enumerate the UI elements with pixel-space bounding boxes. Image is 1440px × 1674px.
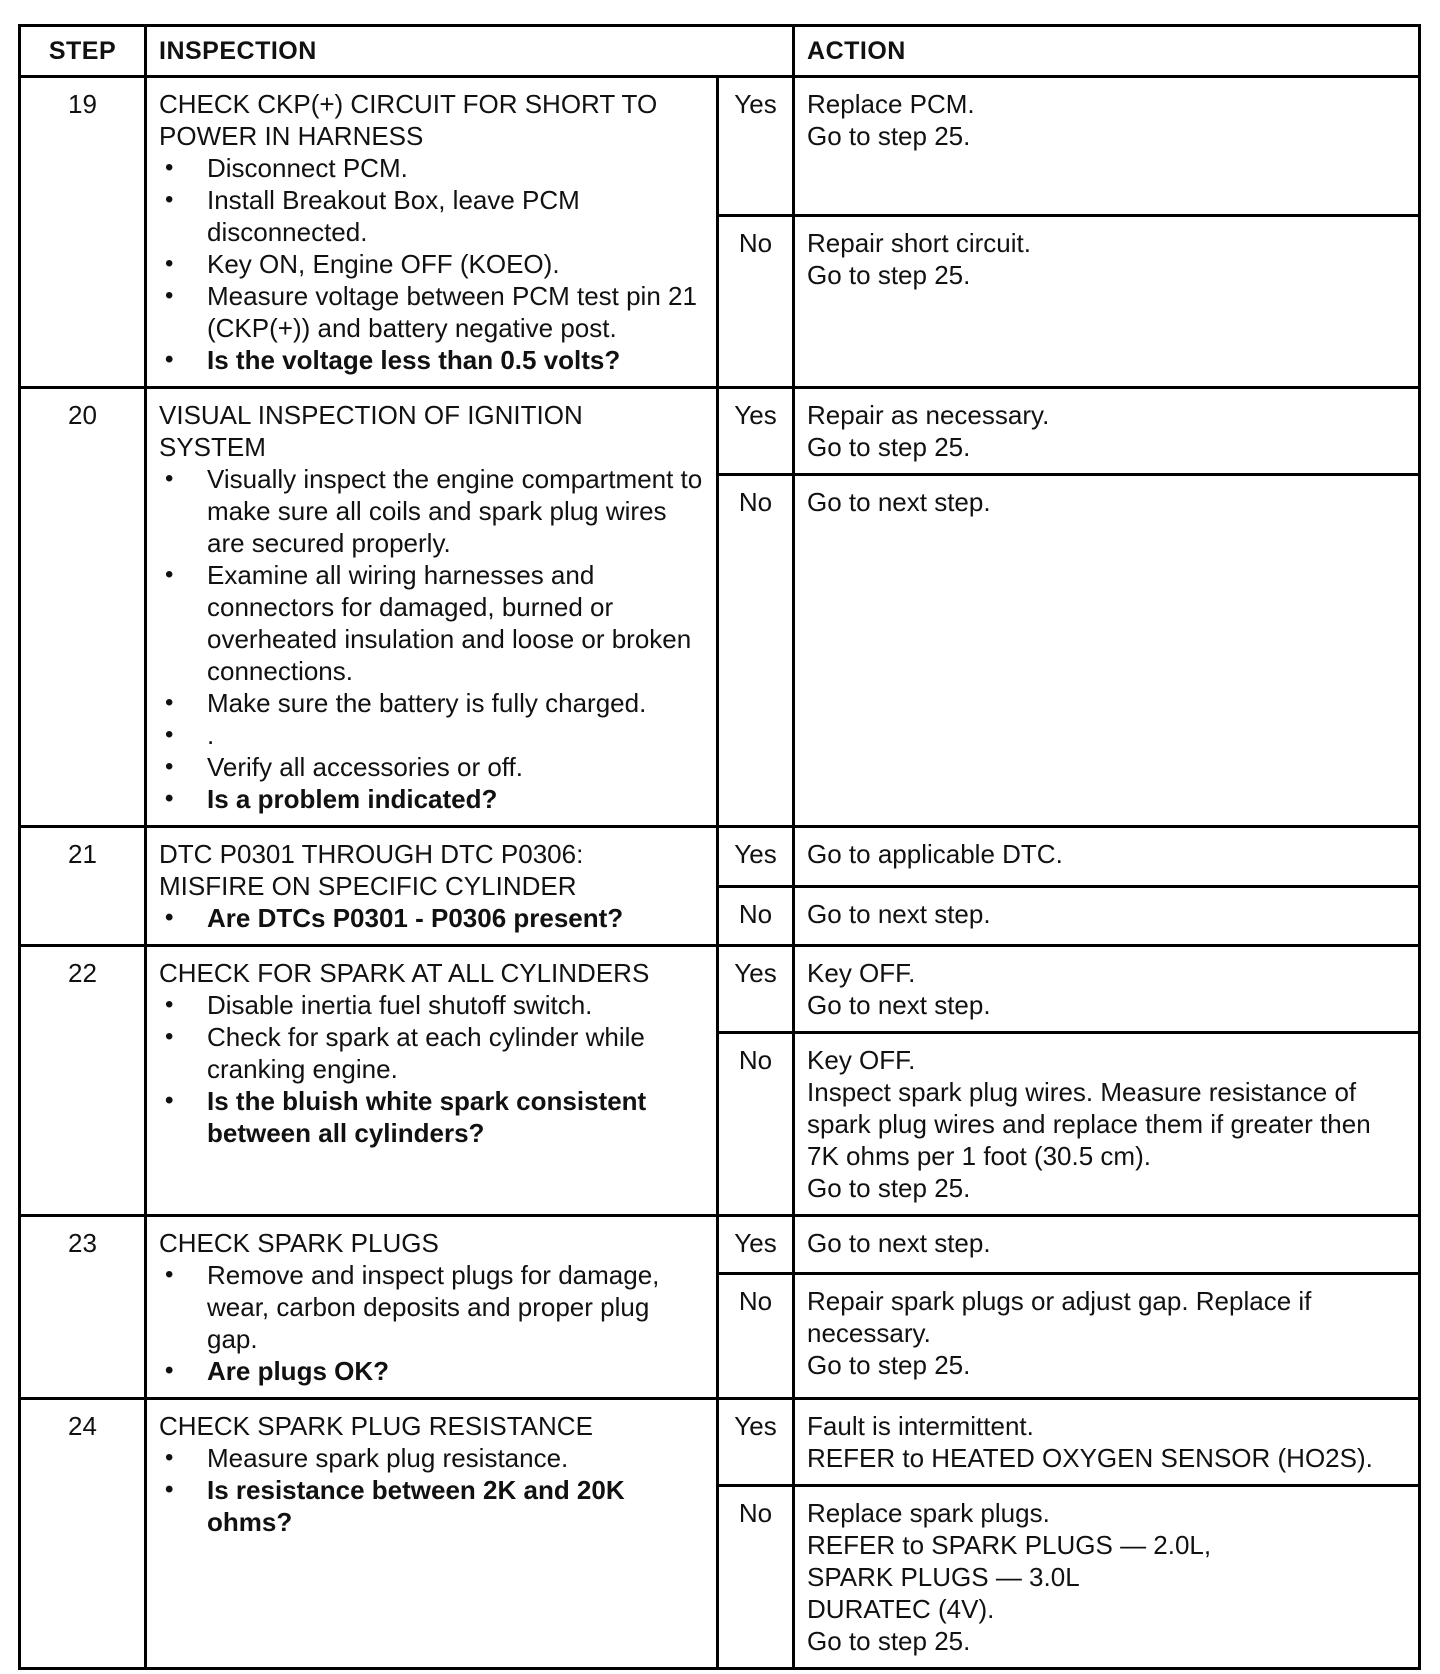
table-row: [20, 946, 1420, 1033]
yes-action: [794, 1399, 1420, 1486]
no-label: No: [718, 216, 794, 388]
yes-label: Yes: [718, 827, 794, 887]
bullet-item: • Disconnect PCM.: [159, 152, 704, 184]
yes-label: Yes: [718, 1216, 794, 1274]
inspection-title: [159, 838, 704, 902]
step-number: 22: [20, 946, 146, 1216]
no-label: No: [718, 886, 794, 946]
header-inspection: INSPECTION: [146, 26, 794, 77]
action-line: Replace spark plugs.: [807, 1498, 1050, 1528]
header-step: STEP: [20, 26, 146, 77]
inspection-title-line: CHECK SPARK PLUGS: [159, 1228, 439, 1258]
yes-label: Yes: [718, 77, 794, 216]
inspection-title-line: CHECK SPARK PLUG RESISTANCE: [159, 1411, 593, 1441]
yes-action: [794, 946, 1420, 1033]
inspection-cell: [146, 77, 718, 388]
action-line: Go to next step.: [807, 1228, 991, 1258]
no-action: [794, 1486, 1420, 1669]
header-action: ACTION: [794, 26, 1420, 77]
action-line: Fault is intermittent.: [807, 1411, 1034, 1441]
yes-action: [794, 1216, 1420, 1274]
action-line: Key OFF.: [807, 958, 916, 988]
action-line: Replace PCM.: [807, 89, 975, 119]
bullet-item: • Measure spark plug resistance.: [159, 1442, 704, 1474]
action-line: DURATEC (4V).: [807, 1594, 995, 1624]
action-line: Go to next step.: [807, 487, 991, 517]
yes-action: [794, 77, 1420, 216]
bullet-item: • Make sure the battery is fully charged.: [159, 687, 704, 719]
action-line: Key OFF.: [807, 1045, 916, 1075]
inspection-title: [159, 1227, 704, 1259]
action-line: REFER to HEATED OXYGEN SENSOR (HO2S).: [807, 1443, 1373, 1473]
no-label: No: [718, 1273, 794, 1398]
bullet-item: • Disable inertia fuel shutoff switch.: [159, 989, 704, 1021]
no-label: No: [718, 1033, 794, 1216]
inspection-title-line: SYSTEM: [159, 432, 266, 462]
inspection-title-line: VISUAL INSPECTION OF IGNITION: [159, 400, 583, 430]
inspection-title-line: CHECK FOR SPARK AT ALL CYLINDERS: [159, 958, 650, 988]
action-line: Go to step 25.: [807, 1349, 971, 1380]
bullet-item: • Measure voltage between PCM test pin 21 (CKP(+)) and battery negative post.: [159, 280, 704, 344]
step-number: 21: [20, 827, 146, 946]
inspection-bullets: [159, 989, 704, 1149]
step-number: 23: [20, 1216, 146, 1399]
inspection-bullets: [159, 463, 704, 815]
yes-action: [794, 388, 1420, 475]
inspection-title-line: DTC P0301 THROUGH DTC P0306:: [159, 839, 584, 869]
no-action: [794, 475, 1420, 827]
action-line: Go to next step.: [807, 990, 991, 1020]
action-line: Repair short circuit.: [807, 228, 1031, 258]
inspection-cell: [146, 388, 718, 827]
action-line: Go to step 25.: [807, 432, 971, 462]
inspection-question: • Is the bluish white spark consistent between all cylinders?: [159, 1085, 704, 1149]
inspection-bullets: [159, 902, 704, 934]
no-action: [794, 1273, 1420, 1398]
action-line: Inspect spark plug wires. Measure resistance of spark plug wires and replace them if greater then 7K ohms per 1 foot (30.5 cm).: [807, 1077, 1371, 1171]
yes-label: Yes: [718, 388, 794, 475]
inspection-question: • Is the voltage less than 0.5 volts?: [159, 344, 704, 376]
table-row: [20, 1216, 1420, 1274]
inspection-title-line: CHECK CKP(+) CIRCUIT FOR SHORT TO: [159, 89, 658, 119]
table-row: [20, 1399, 1420, 1486]
yes-action: [794, 827, 1420, 887]
bullet-item: • Verify all accessories or off.: [159, 751, 704, 783]
yes-label: Yes: [718, 1399, 794, 1486]
no-label: No: [718, 475, 794, 827]
bullet-item: • Visually inspect the engine compartment to make sure all coils and spark plug wires are secured properly.: [159, 463, 704, 559]
no-label: No: [718, 1486, 794, 1669]
action-line: Go to step 25.: [807, 1626, 971, 1656]
inspection-cell: [146, 946, 718, 1216]
diagnostic-table: [18, 24, 1421, 1670]
inspection-title-line: MISFIRE ON SPECIFIC CYLINDER: [159, 871, 577, 901]
inspection-bullets: [159, 1259, 704, 1387]
no-action: [794, 886, 1420, 946]
inspection-title: [159, 88, 704, 152]
step-number: 20: [20, 388, 146, 827]
inspection-question: • Is resistance between 2K and 20K ohms?: [159, 1474, 704, 1538]
action-line: Go to applicable DTC.: [807, 839, 1063, 869]
inspection-question: • Are DTCs P0301 - P0306 present?: [159, 902, 704, 934]
inspection-title-line: POWER IN HARNESS: [159, 121, 424, 151]
action-line: Go to step 25.: [807, 121, 971, 151]
table-row: [20, 388, 1420, 475]
bullet-item: • Key ON, Engine OFF (KOEO).: [159, 248, 704, 280]
inspection-question: • Are plugs OK?: [159, 1355, 704, 1387]
inspection-cell: [146, 1216, 718, 1399]
table-row: [20, 827, 1420, 887]
no-action: [794, 1033, 1420, 1216]
inspection-title: [159, 399, 704, 463]
bullet-item: • Remove and inspect plugs for damage, wear, carbon deposits and proper plug gap.: [159, 1259, 704, 1355]
inspection-title: [159, 1410, 704, 1442]
step-number: 19: [20, 77, 146, 388]
inspection-bullets: [159, 152, 704, 376]
bullet-item: • Check for spark at each cylinder while cranking engine.: [159, 1021, 704, 1085]
action-line: Go to step 25.: [807, 260, 971, 290]
yes-label: Yes: [718, 946, 794, 1033]
bullet-item: • Examine all wiring harnesses and connectors for damaged, burned or overheated insulation and loose or broken connections.: [159, 559, 704, 687]
bullet-item: • Install Breakout Box, leave PCM disconnected.: [159, 184, 704, 248]
action-line: Repair as necessary.: [807, 400, 1050, 430]
table-row: [20, 77, 1420, 216]
inspection-title: [159, 957, 704, 989]
action-line: Go to next step.: [807, 898, 991, 929]
action-line: Go to step 25.: [807, 1173, 971, 1203]
action-line: SPARK PLUGS — 3.0L: [807, 1562, 1080, 1592]
inspection-cell: [146, 1399, 718, 1669]
inspection-cell: [146, 827, 718, 946]
table-body: [20, 77, 1420, 1669]
action-line: REFER to SPARK PLUGS — 2.0L,: [807, 1530, 1212, 1560]
diagnostic-sheet: [18, 24, 1418, 1670]
inspection-bullets: [159, 1442, 704, 1538]
inspection-question: • Is a problem indicated?: [159, 783, 704, 815]
action-line: Repair spark plugs or adjust gap. Replace if necessary.: [807, 1285, 1312, 1348]
header-row: [20, 26, 1420, 77]
step-number: 24: [20, 1399, 146, 1669]
bullet-item: • .: [159, 719, 704, 751]
no-action: [794, 216, 1420, 388]
